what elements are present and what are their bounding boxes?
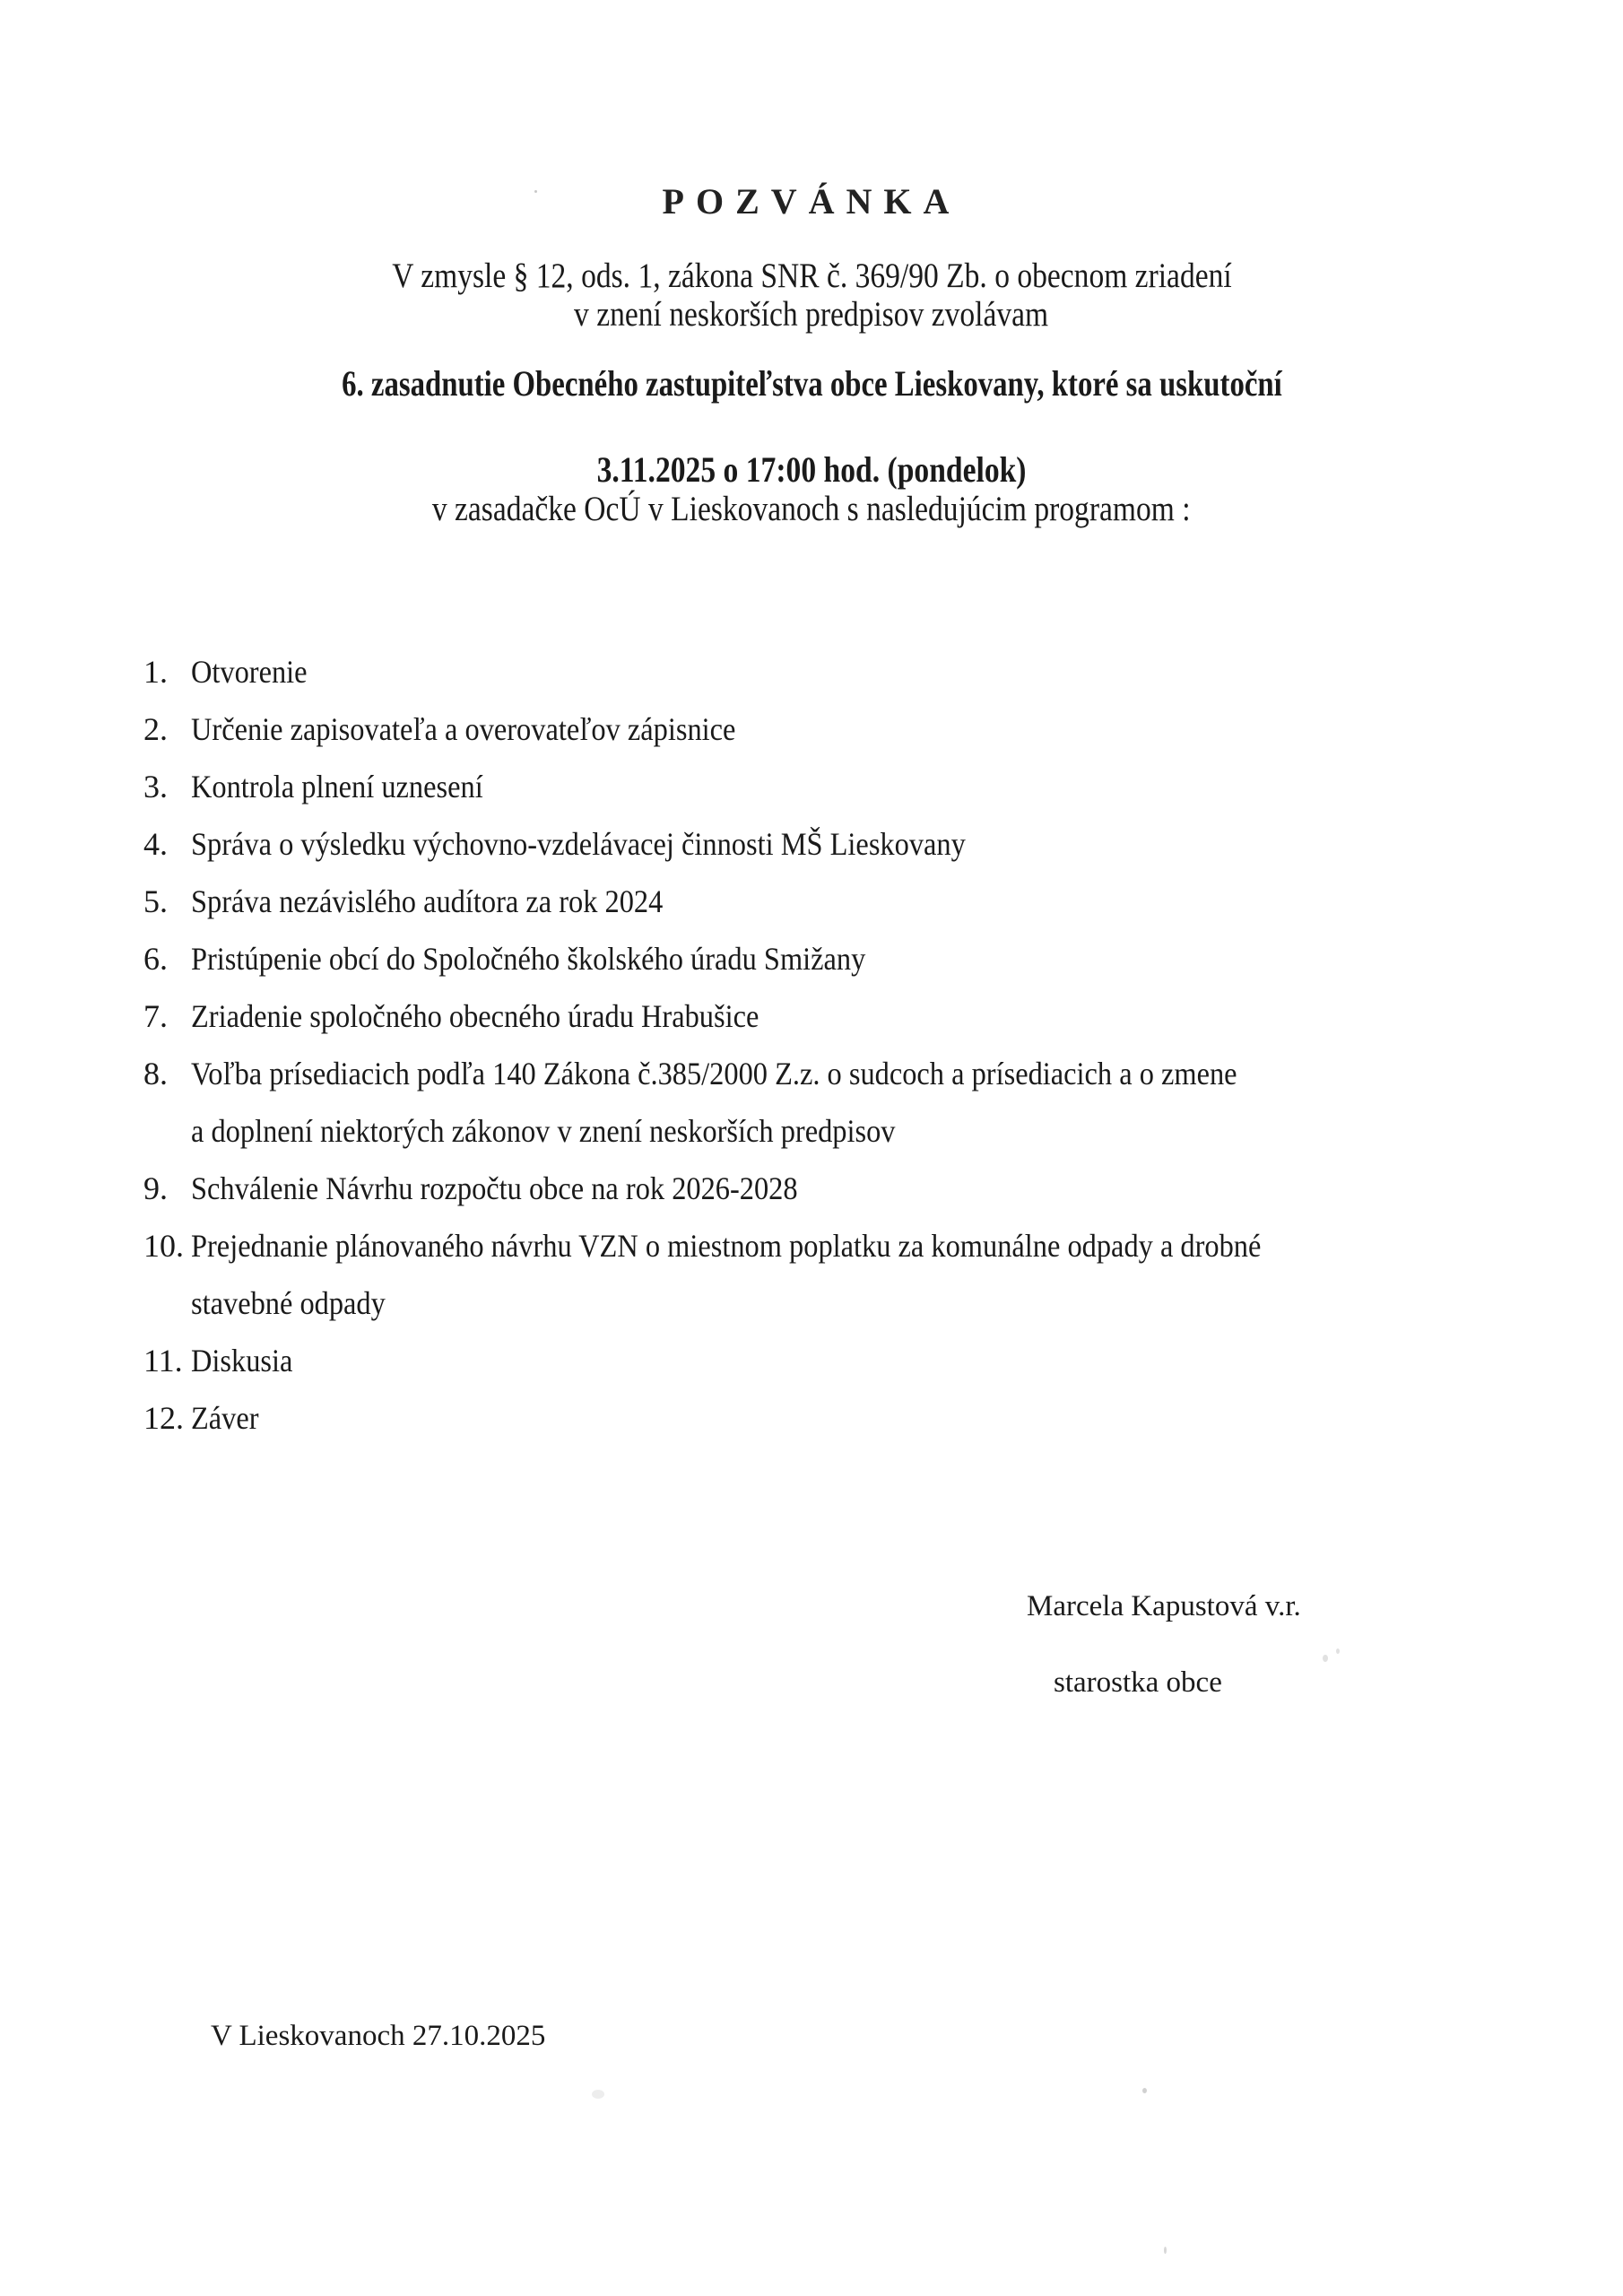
scan-speck <box>1142 2088 1147 2093</box>
agenda-item-continuation: stavebné odpady <box>191 1285 386 1321</box>
scan-speck <box>592 2090 604 2099</box>
agenda-item-text: Správa nezávislého audítora za rok 2024 <box>191 883 664 919</box>
legal-basis-text-2: v znení neskorších predpisov zvolávam <box>574 295 1049 334</box>
document-title <box>0 181 1623 222</box>
agenda-item-text: Diskusia <box>191 1343 293 1378</box>
agenda-item-number: 1. <box>143 654 168 690</box>
agenda-item-number: 10. <box>143 1228 184 1264</box>
agenda-item-text: Voľba prísediacich podľa 140 Zákona č.385/2000 Z.z. o sudcoch a prísediacich a o zmene <box>191 1056 1237 1091</box>
legal-basis-line-1 <box>0 258 1623 293</box>
agenda-item-text: Schválenie Návrhu rozpočtu obce na rok 2026-2028 <box>191 1170 798 1206</box>
agenda-item-text: Záver <box>191 1400 259 1436</box>
agenda-item-number: 2. <box>143 711 168 747</box>
place-and-date: V Lieskovanoch 27.10.2025 <box>211 2020 546 2052</box>
meeting-datetime <box>0 449 1623 490</box>
document-title-text: POZVÁNKA <box>662 181 961 222</box>
agenda-item-number: 5. <box>143 883 168 919</box>
agenda-item-number: 8. <box>143 1056 168 1091</box>
signatory-name: Marcela Kapustová v.r. <box>1027 1590 1301 1622</box>
agenda-item-text: Prejednanie plánovaného návrhu VZN o miestnom poplatku za komunálne odpady a drobné <box>191 1228 1262 1264</box>
meeting-venue <box>0 491 1623 526</box>
scan-speck <box>534 190 537 193</box>
signatory-role: starostka obce <box>1054 1666 1222 1699</box>
agenda-item-text: Určenie zapisovateľa a overovateľov zápisnice <box>191 711 736 747</box>
agenda-item-number: 11. <box>143 1343 183 1378</box>
agenda-item-text: Otvorenie <box>191 654 308 690</box>
scan-speck <box>1164 2247 1167 2254</box>
legal-basis-line-2 <box>0 297 1623 332</box>
scan-speck <box>1336 1648 1340 1654</box>
agenda-item-text: Pristúpenie obcí do Spoločného školského úradu Smižany <box>191 941 866 977</box>
scan-speck <box>1323 1655 1328 1662</box>
agenda-item-number: 9. <box>143 1170 168 1206</box>
agenda-item-number: 12. <box>143 1400 184 1436</box>
agenda-item-text: Správa o výsledku výchovno-vzdelávacej činnosti MŠ Lieskovany <box>191 826 966 862</box>
agenda-item-text: Zriadenie spoločného obecného úradu Hrabušice <box>191 998 759 1034</box>
agenda-item-number: 3. <box>143 769 168 804</box>
meeting-venue-text: v zasadačke OcÚ v Lieskovanoch s nasledujúcim programom : <box>432 490 1191 528</box>
agenda-item-number: 7. <box>143 998 168 1034</box>
meeting-headline <box>0 363 1623 404</box>
meeting-datetime-text: 3.11.2025 o 17:00 hod. (pondelok) <box>596 449 1027 490</box>
meeting-headline-text: 6. zasadnutie Obecného zastupiteľstva obce Lieskovany, ktoré sa uskutoční <box>341 363 1282 404</box>
legal-basis-text-1: V zmysle § 12, ods. 1, zákona SNR č. 369/90 Zb. o obecnom zriadení <box>391 257 1232 295</box>
agenda-item-number: 6. <box>143 941 168 977</box>
agenda-item-continuation: a doplnení niektorých zákonov v znení neskorších predpisov <box>191 1113 896 1149</box>
agenda-item-number: 4. <box>143 826 168 862</box>
agenda-item-text: Kontrola plnení uznesení <box>191 769 483 804</box>
